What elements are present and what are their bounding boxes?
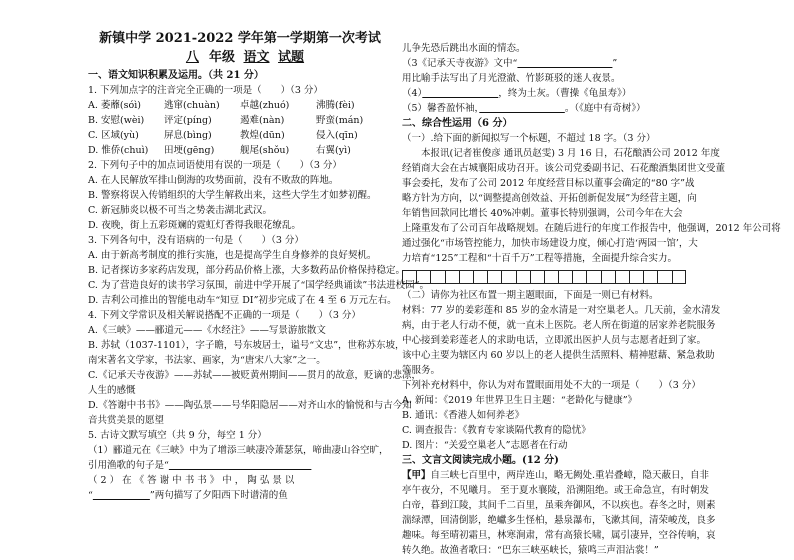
- classical-text-jia: [402, 468, 716, 558]
- answer-box[interactable]: [586, 270, 600, 284]
- grade: 八: [185, 50, 199, 65]
- news-line: 上隆重发布了公司百年战略规划。在随后进行的年度工作报告中，他强调，2012 年公司将: [402, 223, 781, 234]
- exam-subtitle: [88, 50, 392, 65]
- question-5-4-tail: ，终为土灰。（曹操《龟虽寿》）: [498, 88, 632, 99]
- question-5-5-prompt: （5）馨香盈怀袖，: [402, 103, 480, 114]
- section-2-heading: 二、综合性运用（6 分）: [402, 118, 513, 129]
- choice-option: D. 图片：“关爱空巢老人”志愿者在行动: [402, 440, 568, 451]
- question-1-option-word: 屏息(bìng): [164, 130, 212, 141]
- answer-blank[interactable]: [169, 460, 312, 471]
- answer-box[interactable]: [544, 270, 558, 284]
- question-5-4-num: （4）: [402, 88, 423, 99]
- question-2-option-c: C. 新冠肺炎以极不可当之势袭击湖北武汉。: [88, 205, 272, 216]
- news-line: 通过强化“市场管控能力，加快市场建设力度，倾心打造‘两园一馆’，大: [402, 238, 698, 249]
- question-1-option-word: D. 惟侨(chuì): [88, 145, 149, 156]
- question-1-option-row: [88, 128, 392, 143]
- question-5-5-tail: 。（《庭中有奇树》）: [564, 103, 646, 114]
- question-5-4: [402, 86, 706, 101]
- answer-box[interactable]: [416, 270, 430, 284]
- answer-box[interactable]: [473, 270, 487, 284]
- answer-box[interactable]: [615, 270, 629, 284]
- question-5-2-tail: ”两句描写了夕阳西下时谱清的鱼: [149, 490, 288, 501]
- material-line: 该中心主要为辖区内 60 岁以上的老人提供生活照料、精神慰藉、紧急救助: [402, 350, 715, 361]
- choice-option: B. 通讯：《香港人如何养老》: [402, 410, 525, 421]
- question-1-option-word: 教煌(dūn): [240, 130, 285, 141]
- question-1-option-word: 右翼(yì): [316, 145, 351, 156]
- question-3-option-a: A. 由于新高考制度的推行实施，也是提高学生自身修养的良好契机。: [88, 250, 377, 261]
- question-5: 5. 古诗文默写填空（共 9 分，每空 1 分）: [88, 430, 267, 441]
- question-1-option-word: 野蛮(mán): [316, 115, 364, 126]
- part-1-heading: （一）.给下面的新闻拟写一个标题，不超过 18 字。（3 分）: [402, 133, 656, 144]
- question-4-option-c-cont: 人生的感慨: [88, 385, 136, 396]
- answer-box[interactable]: [516, 270, 530, 284]
- answer-box[interactable]: [430, 270, 444, 284]
- answer-box[interactable]: [402, 270, 416, 284]
- subject: 语文: [243, 50, 270, 65]
- answer-box[interactable]: [445, 270, 459, 284]
- news-line: 略方针为方向，以“调整提高创效益、开拓创新促发展”为经营主题，向: [402, 193, 697, 204]
- question-2-option-a: A. 在人民解放军排山倒海的攻势面前，没有不败敌的阵地。: [88, 175, 339, 186]
- answer-box[interactable]: [487, 270, 501, 284]
- question-2: 2. 下列句子中的加点词语使用有误的一项是（ ）（3 分）: [88, 160, 342, 171]
- question-1-option-row: [88, 113, 392, 128]
- answer-box[interactable]: [501, 270, 515, 284]
- answer-box[interactable]: [657, 270, 671, 284]
- classical-text-line: 趣味。每至晴初霜旦，林寒涧肃，常有高猿长啸，属引凄异，空谷传响，哀: [402, 530, 716, 541]
- question-5-1-blank-line: [88, 458, 392, 473]
- question-3-option-b: B. 记者探访多家药店发现，部分药品价格上涨，大多数药品价格保持稳定。: [88, 265, 406, 276]
- close-quote: ”: [612, 58, 618, 69]
- question-3-option-c: C. 为了营造良好的读书学习氛围，前进中学开展了“国学经典诵读”书法进校园”。: [88, 280, 430, 291]
- answer-box[interactable]: [530, 270, 544, 284]
- question-5-2-blank-line: [88, 488, 392, 503]
- question-1-option-word: 卓越(zhuó): [240, 100, 290, 111]
- question-5-1-prompt: 引用渔歌的句子是“: [88, 460, 169, 471]
- news-line: 力培育“125”工程和“十百千万”工程等措施，全面提升综合实力。: [402, 253, 678, 264]
- classical-text-line: 亭午夜分，不见曦月。 至于夏水襄陵，沿溯阻绝。或王命急宣，有时朝发: [402, 485, 710, 496]
- answer-box[interactable]: [459, 270, 473, 284]
- choice-options: [402, 393, 706, 453]
- answer-box[interactable]: [672, 270, 686, 284]
- question-5-3: [402, 56, 706, 71]
- classical-text-line: 白帝，暮到江陵，其间千二百里，虽乘奔御风，不以疾也。春冬之时，则素: [402, 500, 716, 511]
- exam-type: 试题: [278, 50, 305, 65]
- answer-box[interactable]: [558, 270, 572, 284]
- passage-label: 【甲】: [402, 470, 431, 481]
- question-5-2: （ 2 ） 在 《 答 谢 中 书 书 》 中 ， 陶 弘 景 以: [88, 475, 295, 486]
- answer-box[interactable]: [629, 270, 643, 284]
- question-1-option-word: 逃窜(chuàn): [164, 100, 220, 111]
- answer-blank[interactable]: [422, 88, 498, 99]
- question-1-option-word: B. 安慰(wèi): [88, 115, 145, 126]
- answer-blank[interactable]: [479, 103, 565, 114]
- section-3-heading: 三、文言文阅读完成小题。(12 分): [402, 455, 559, 466]
- question-4-option-c: C.《记承天寺夜游》——苏轼——被贬黄州期间——贯月的故意，贬谪的悲凉，: [88, 370, 421, 381]
- grade-suffix: 年级: [208, 50, 235, 65]
- question-1: 1. 下列加点字的注音完全正确的一项是（ ）（3 分）: [88, 85, 323, 96]
- answer-grid[interactable]: [402, 270, 706, 284]
- section-1-heading: 一、语文知识积累及运用。（共 21 分）: [88, 70, 264, 81]
- right-column: [402, 0, 781, 558]
- news-line: 事会委托，发布了公司 2012 年度经营目标以董事会确定的“80 字”战: [402, 178, 695, 189]
- question-2-option-d: D. 夜晚，街上五彩斑斓的霓虹灯香得我眼花缭乱。: [88, 220, 301, 231]
- news-line: 经销商大会在古城襄阳成功召开。该公司党委副书记、石花酿酒集团世文受董: [402, 163, 726, 174]
- question-1-option-row: [88, 98, 392, 113]
- news-line: 年销售回款同比增长 40%冲刺。董事长特别强调，公司今年在大会: [402, 208, 683, 219]
- material-text: [402, 303, 721, 378]
- question-1-options: [88, 98, 392, 158]
- material-line: 材料：77 岁的姜彩莲和 85 岁的金水清是一对空巢老人。几天前，金水清发: [402, 305, 721, 316]
- answer-box[interactable]: [572, 270, 586, 284]
- open-quote: “: [88, 490, 93, 501]
- choice-question: 下列补充材料中，你认为对布置眼面用处不大的一项是（ ）（3 分）: [402, 380, 701, 391]
- answer-blank[interactable]: [517, 58, 612, 69]
- question-5-5: [402, 101, 706, 116]
- question-5-2-continued: 儿争先恐后跳出水面的情态。: [402, 43, 526, 54]
- question-5-3-prompt: （3《记承天寺夜游》文中“: [402, 58, 518, 69]
- question-1-option-word: A. 萎蘼(sóì): [88, 100, 141, 111]
- news-article: [402, 146, 781, 266]
- question-1-option-word: 舰尾(shǒu): [240, 145, 290, 156]
- answer-box[interactable]: [643, 270, 657, 284]
- material-line: 病，由于老人行动不便，就一直未上医院。老人所在街道的居家养老院服务: [402, 320, 716, 331]
- material-line: 中心接到姜彩莲老人的求助电话，立即派出医护人员与志愿者赶到了家。: [402, 335, 707, 346]
- question-1-option-word: 侵入(qīn): [316, 130, 358, 141]
- question-4-option-a: A.《三峡》——郦道元——《水经注》——写景游旅散文: [88, 325, 326, 336]
- question-1-option-word: 沸腾(fèi): [316, 100, 355, 111]
- answer-blank[interactable]: [93, 490, 150, 501]
- material-line: 等服务。: [402, 365, 441, 376]
- answer-box[interactable]: [601, 270, 615, 284]
- exam-title: 新镇中学 2021-2022 学年第一学期第一次考试: [99, 31, 381, 46]
- question-4-option-b: B. 苏轼（1037-1101），字子瞻，号东坡居士，谥号“文忠”，世称苏东坡，: [88, 340, 405, 351]
- question-4: 4. 下列文学常识及相关解说搭配不正确的一项是（ ）（3 分）: [88, 310, 361, 321]
- part-2-heading: （二）请你为社区布置一期主题眼面，下面是一则已有材料。: [402, 290, 659, 301]
- question-1-option-word: C. 区域(yù): [88, 130, 139, 141]
- classical-text-line: 湍绿潭，回清倒影，绝巘多生怪柏，悬泉瀑布，飞漱其间，清荣峻茂，良多: [402, 515, 716, 526]
- question-3: 3. 下列各句中，没有语病的一句是（ ）（3 分）: [88, 235, 304, 246]
- question-4-option-d: D.《答谢中书书》——陶弘景——号华阳隐居——对齐山水的愉悦和与古今知: [88, 400, 412, 411]
- classical-text-line: 转久绝。故渔者歌曰：“巴东三峡巫峡长，猿鸣三声泪沾裳！”: [402, 545, 659, 556]
- question-2-option-b: B. 警察将误入传销组织的大学生解救出来，这些大学生才如梦初醒。: [88, 190, 377, 201]
- question-3-option-d: D. 吉利公司推出的智能电动车“知豆 DI”初步完成了在 4 至 6 万元左右。: [88, 295, 397, 306]
- news-line: 本报讯(记者崔俊彦 通讯员赵雯) 3 月 16 日，石花酿酒公司 2012 年度: [402, 148, 720, 159]
- question-1-option-word: 评定(píng): [164, 115, 212, 126]
- question-4-option-b-cont: 南宋著名文学家，书法家、画家，为“唐宋八大家”之一。: [88, 355, 326, 366]
- question-1-option-word: 田埂(gēng): [164, 145, 215, 156]
- question-1-option-word: 遏难(nàn): [240, 115, 285, 126]
- choice-option: A. 新闻：《2019 年世界卫生日主题：“老龄化与健康”》: [402, 395, 638, 406]
- question-1-option-row: [88, 143, 392, 158]
- question-5-3-tail: 用比喻手法写出了月光澄澈、竹影斑驳的迷人夜景。: [402, 73, 621, 84]
- question-5-1: （1）郦道元在《三峡》中为了增添三峡凄冷萧瑟氛，啼曲凄山谷空旷，: [88, 445, 389, 456]
- choice-option: C. 调查报告：《教育专家谈隔代教育的隐忧》: [402, 425, 591, 436]
- question-4-option-d-cont: 音共赏美景的愿望: [88, 415, 165, 426]
- classical-text-line: 【甲】自三峡七百里中，两岸连山，略无阙处.重岩叠嶂，隐天蔽日，自非: [402, 470, 710, 481]
